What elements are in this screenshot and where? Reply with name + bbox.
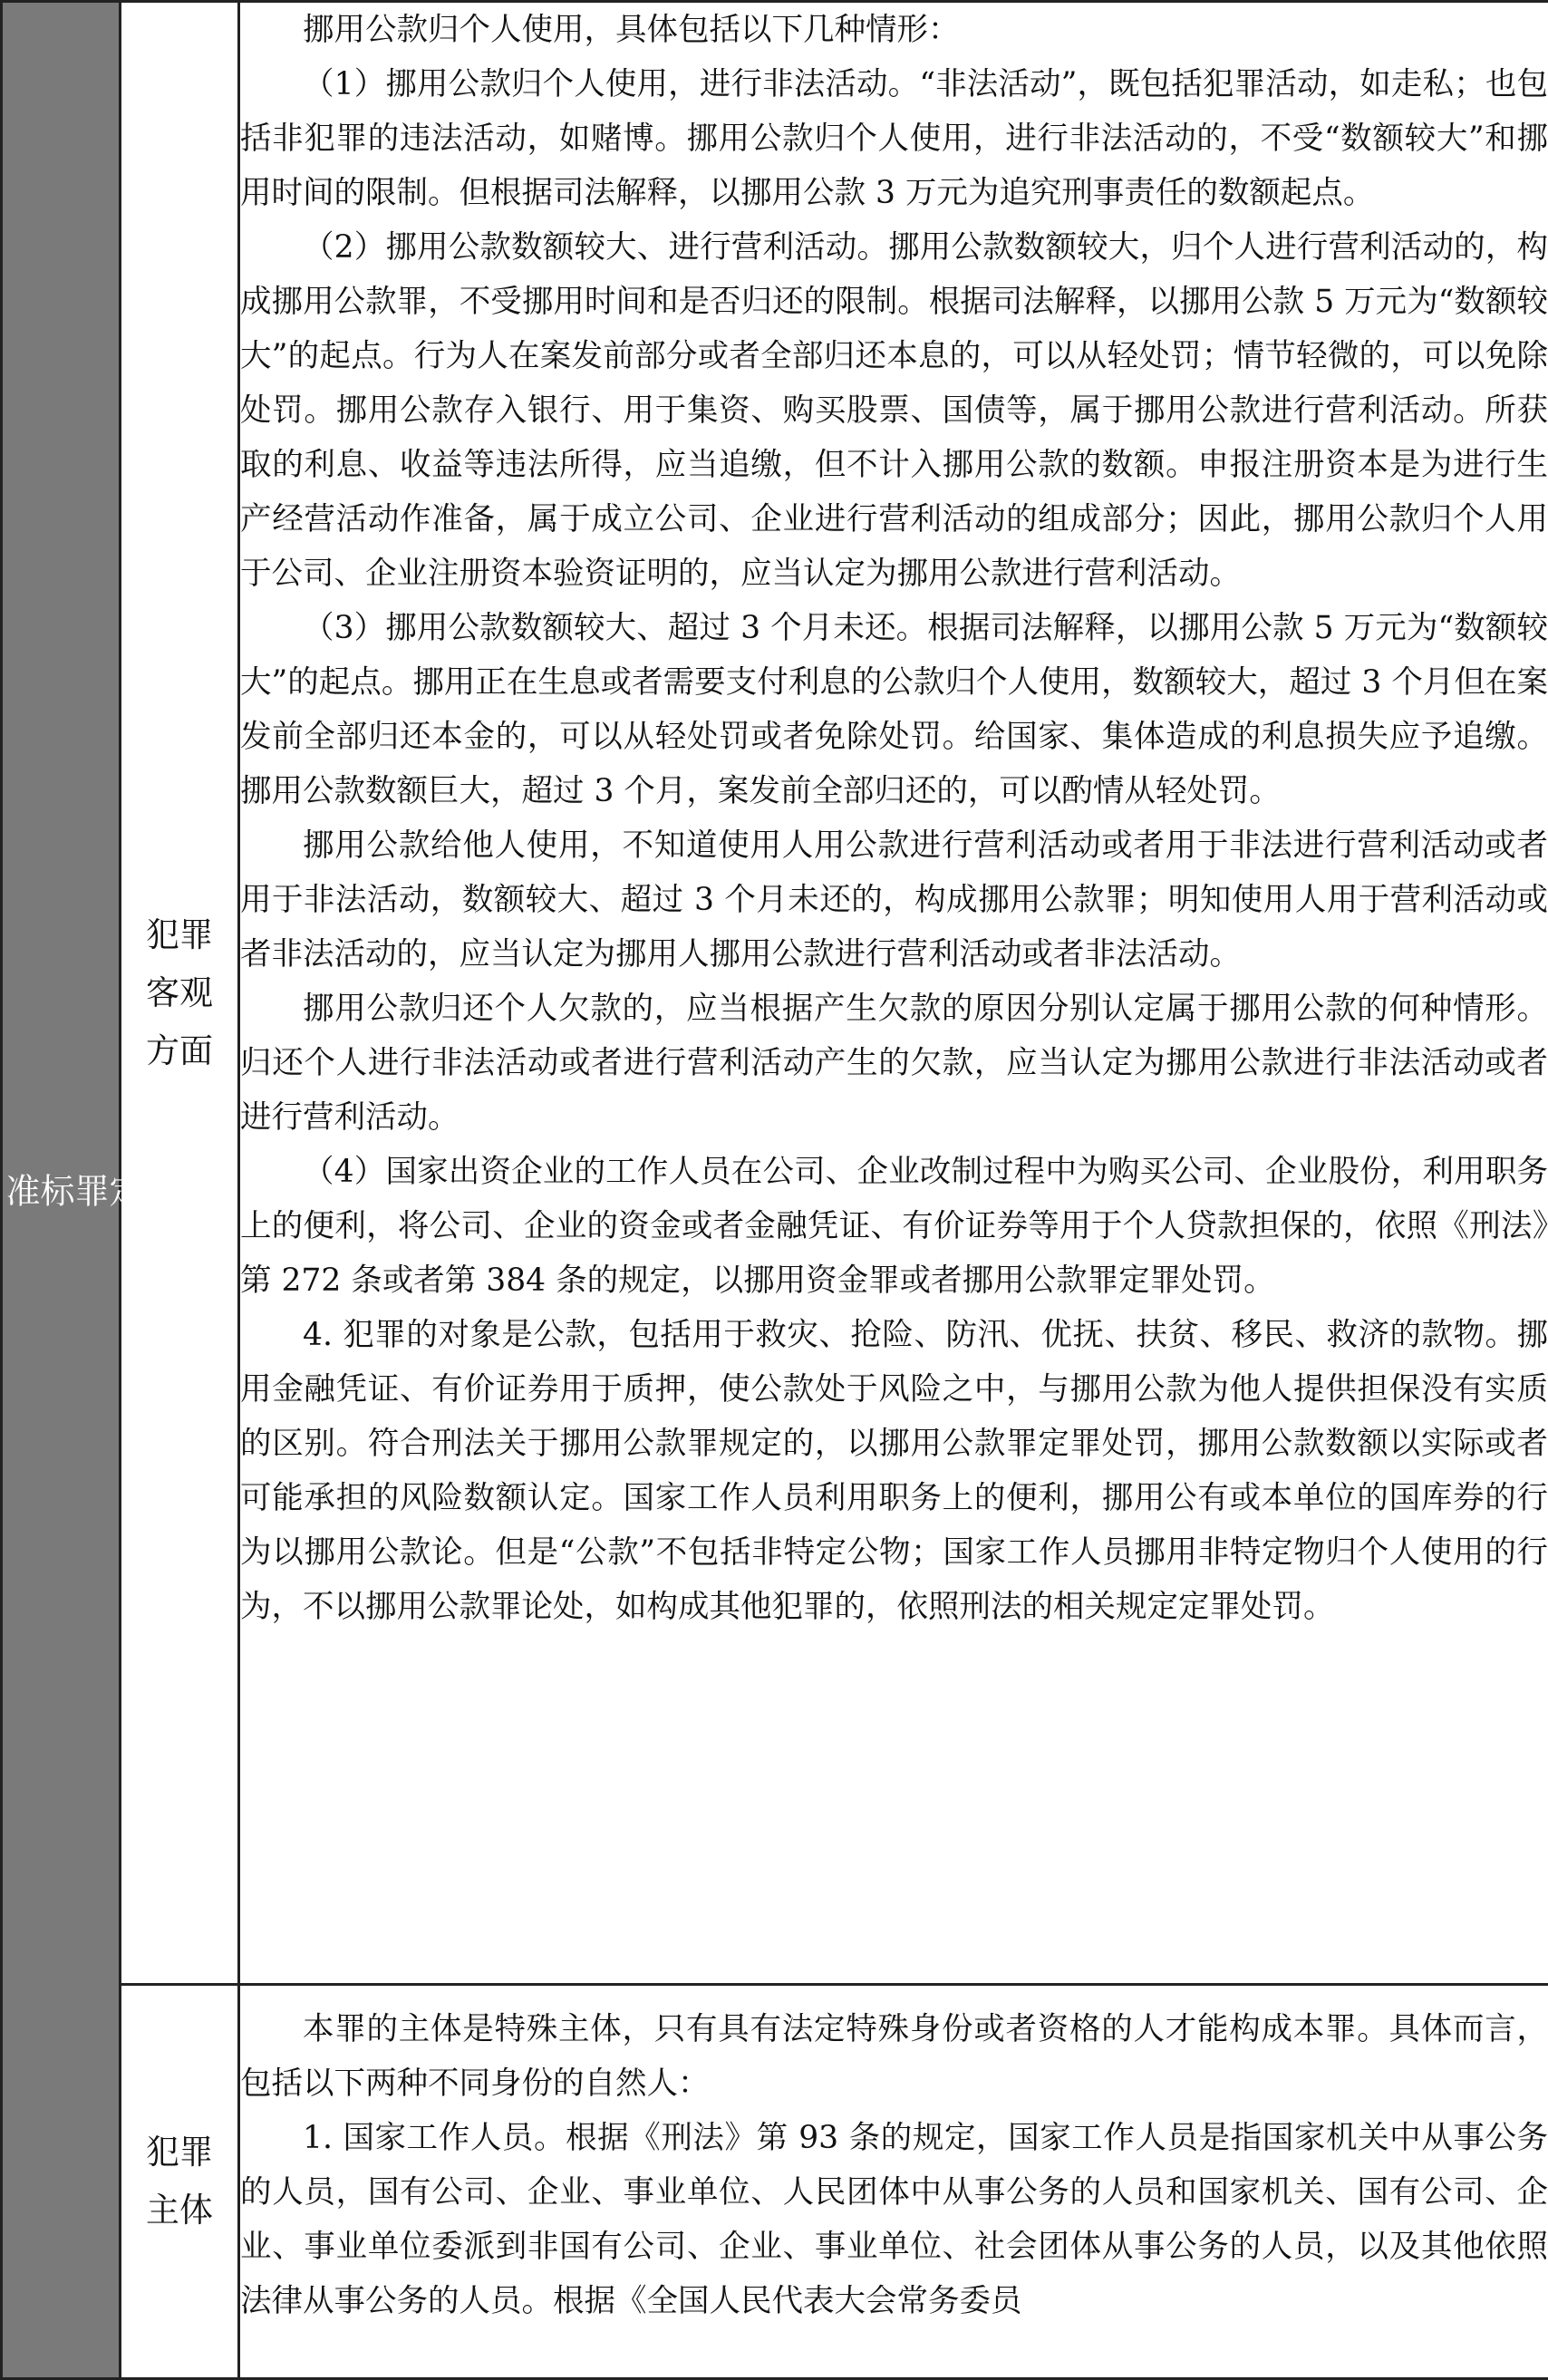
subcategory-cell-subject [121,1985,239,2379]
category-char: 罪 [72,1148,106,1232]
paragraph: （2）挪用公款数额较大、进行营利活动。挪用公款数额较大，归个人进行营利活动的，构成挪用公款罪，不受挪用时间和是否归还的限制。根据司法解释，以挪用公款 5 万元为“数额较大”的起点。行为人在案发前部分或者全部归还本息的，可以从轻处罚；情节轻微的，可以免除处罚。挪用公款存入银行、用于集资、购买股票、国债等，属于挪用公款进行营利活动。所获取的利息、收益等违法所得，应当追缴，但不计入挪用公款的数额。申报注册资本是为进行生产经营活动作准备，属于成立公司、企业进行营利活动的组成部分；因此，挪用公款归个人用于公司、企业注册资本验资证明的，应当认定为挪用公款进行营利活动。 [240,220,1548,601]
subcategory-label: 犯罪 客观 方面 [146,906,213,1080]
category-char: 标 [37,1148,72,1232]
content-cell-subject [239,1985,1548,2379]
category-char: 定 [106,1148,140,1232]
paragraph: （4）国家出资企业的工作人员在公司、企业改制过程中为购买公司、企业股份，利用职务上的便利，将公司、企业的资金或者金融凭证、有价证券等用于个人贷款担保的，依照《刑法》第 272 条或者第 384 条的规定，以挪用资金罪或者挪用公款罪定罪处罚。 [240,1145,1548,1308]
table-row-subject [2,1985,1548,2379]
subcategory-cell-objective [121,2,239,1985]
content-cell-objective [239,2,1548,1985]
paragraph: 1. 国家工作人员。根据《刑法》第 93 条的规定，国家工作人员是指国家机关中从事公务的人员，国有公司、企业、事业单位、人民团体中从事公务的人员和国家机关、国有公司、企业、事业单位委派到非国有公司、企业、事业单位、社会团体从事公务的人员，以及其他依照法律从事公务的人员。根据《全国人民代表大会常务委员 [240,2111,1548,2328]
table-row-objective-aspect [2,2,1548,1985]
paragraph: 挪用公款归个人使用，具体包括以下几种情形： [240,3,1548,57]
category-char: 准 [3,1148,37,1232]
subcategory-label: 犯罪 主体 [146,2124,213,2240]
paragraph: 本罪的主体是特殊主体，只有具有法定特殊身份或者资格的人才能构成本罪。具体而言，包括以下两种不同身份的自然人： [240,2002,1548,2111]
paragraph: （3）挪用公款数额较大、超过 3 个月未还。根据司法解释，以挪用公款 5 万元为“数额较大”的起点。挪用正在生息或者需要支付利息的公款归个人使用，数额较大，超过 3 个月但在案发前全部归还本金的，可以从轻处罚或者免除处罚。给国家、集体造成的利息损失应予追缴。挪用公款数额巨大，超过 3 个月，案发前全部归还的，可以酌情从轻处罚。 [240,601,1548,818]
paragraph: （1）挪用公款归个人使用，进行非法活动。“非法活动”，既包括犯罪活动，如走私；也包括非犯罪的违法活动，如赌博。挪用公款归个人使用，进行非法活动的，不受“数额较大”和挪用时间的限制。但根据司法解释，以挪用公款 3 万元为追究刑事责任的数额起点。 [240,57,1548,220]
paragraph: 挪用公款给他人使用，不知道使用人用公款进行营利活动或者用于非法进行营利活动或者用于非法活动，数额较大、超过 3 个月未还的，构成挪用公款罪；明知使用人用于营利活动或者非法活动的，应当认定为挪用人挪用公款进行营利活动或者非法活动。 [240,818,1548,982]
paragraph: 4. 犯罪的对象是公款，包括用于救灾、抢险、防汛、优抚、扶贫、移民、救济的款物。挪用金融凭证、有价证券用于质押，使公款处于风险之中，与挪用公款为他人提供担保没有实质的区别。符合刑法关于挪用公款罪规定的，以挪用公款罪定罪处罚，挪用公款数额以实际或者可能承担的风险数额认定。国家工作人员利用职务上的便利，挪用公有或本单位的国库券的行为以挪用公款论。但是“公款”不包括非特定公物；国家工作人员挪用非特定物归个人使用的行为，不以挪用公款罪论处，如构成其他犯罪的，依照刑法的相关规定定罪处罚。 [240,1308,1548,1634]
category-cell [2,2,121,2379]
paragraph: 挪用公款归还个人欠款的，应当根据产生欠款的原因分别认定属于挪用公款的何种情形。归还个人进行非法活动或者进行营利活动产生的欠款，应当认定为挪用公款进行非法活动或者进行营利活动。 [240,982,1548,1145]
